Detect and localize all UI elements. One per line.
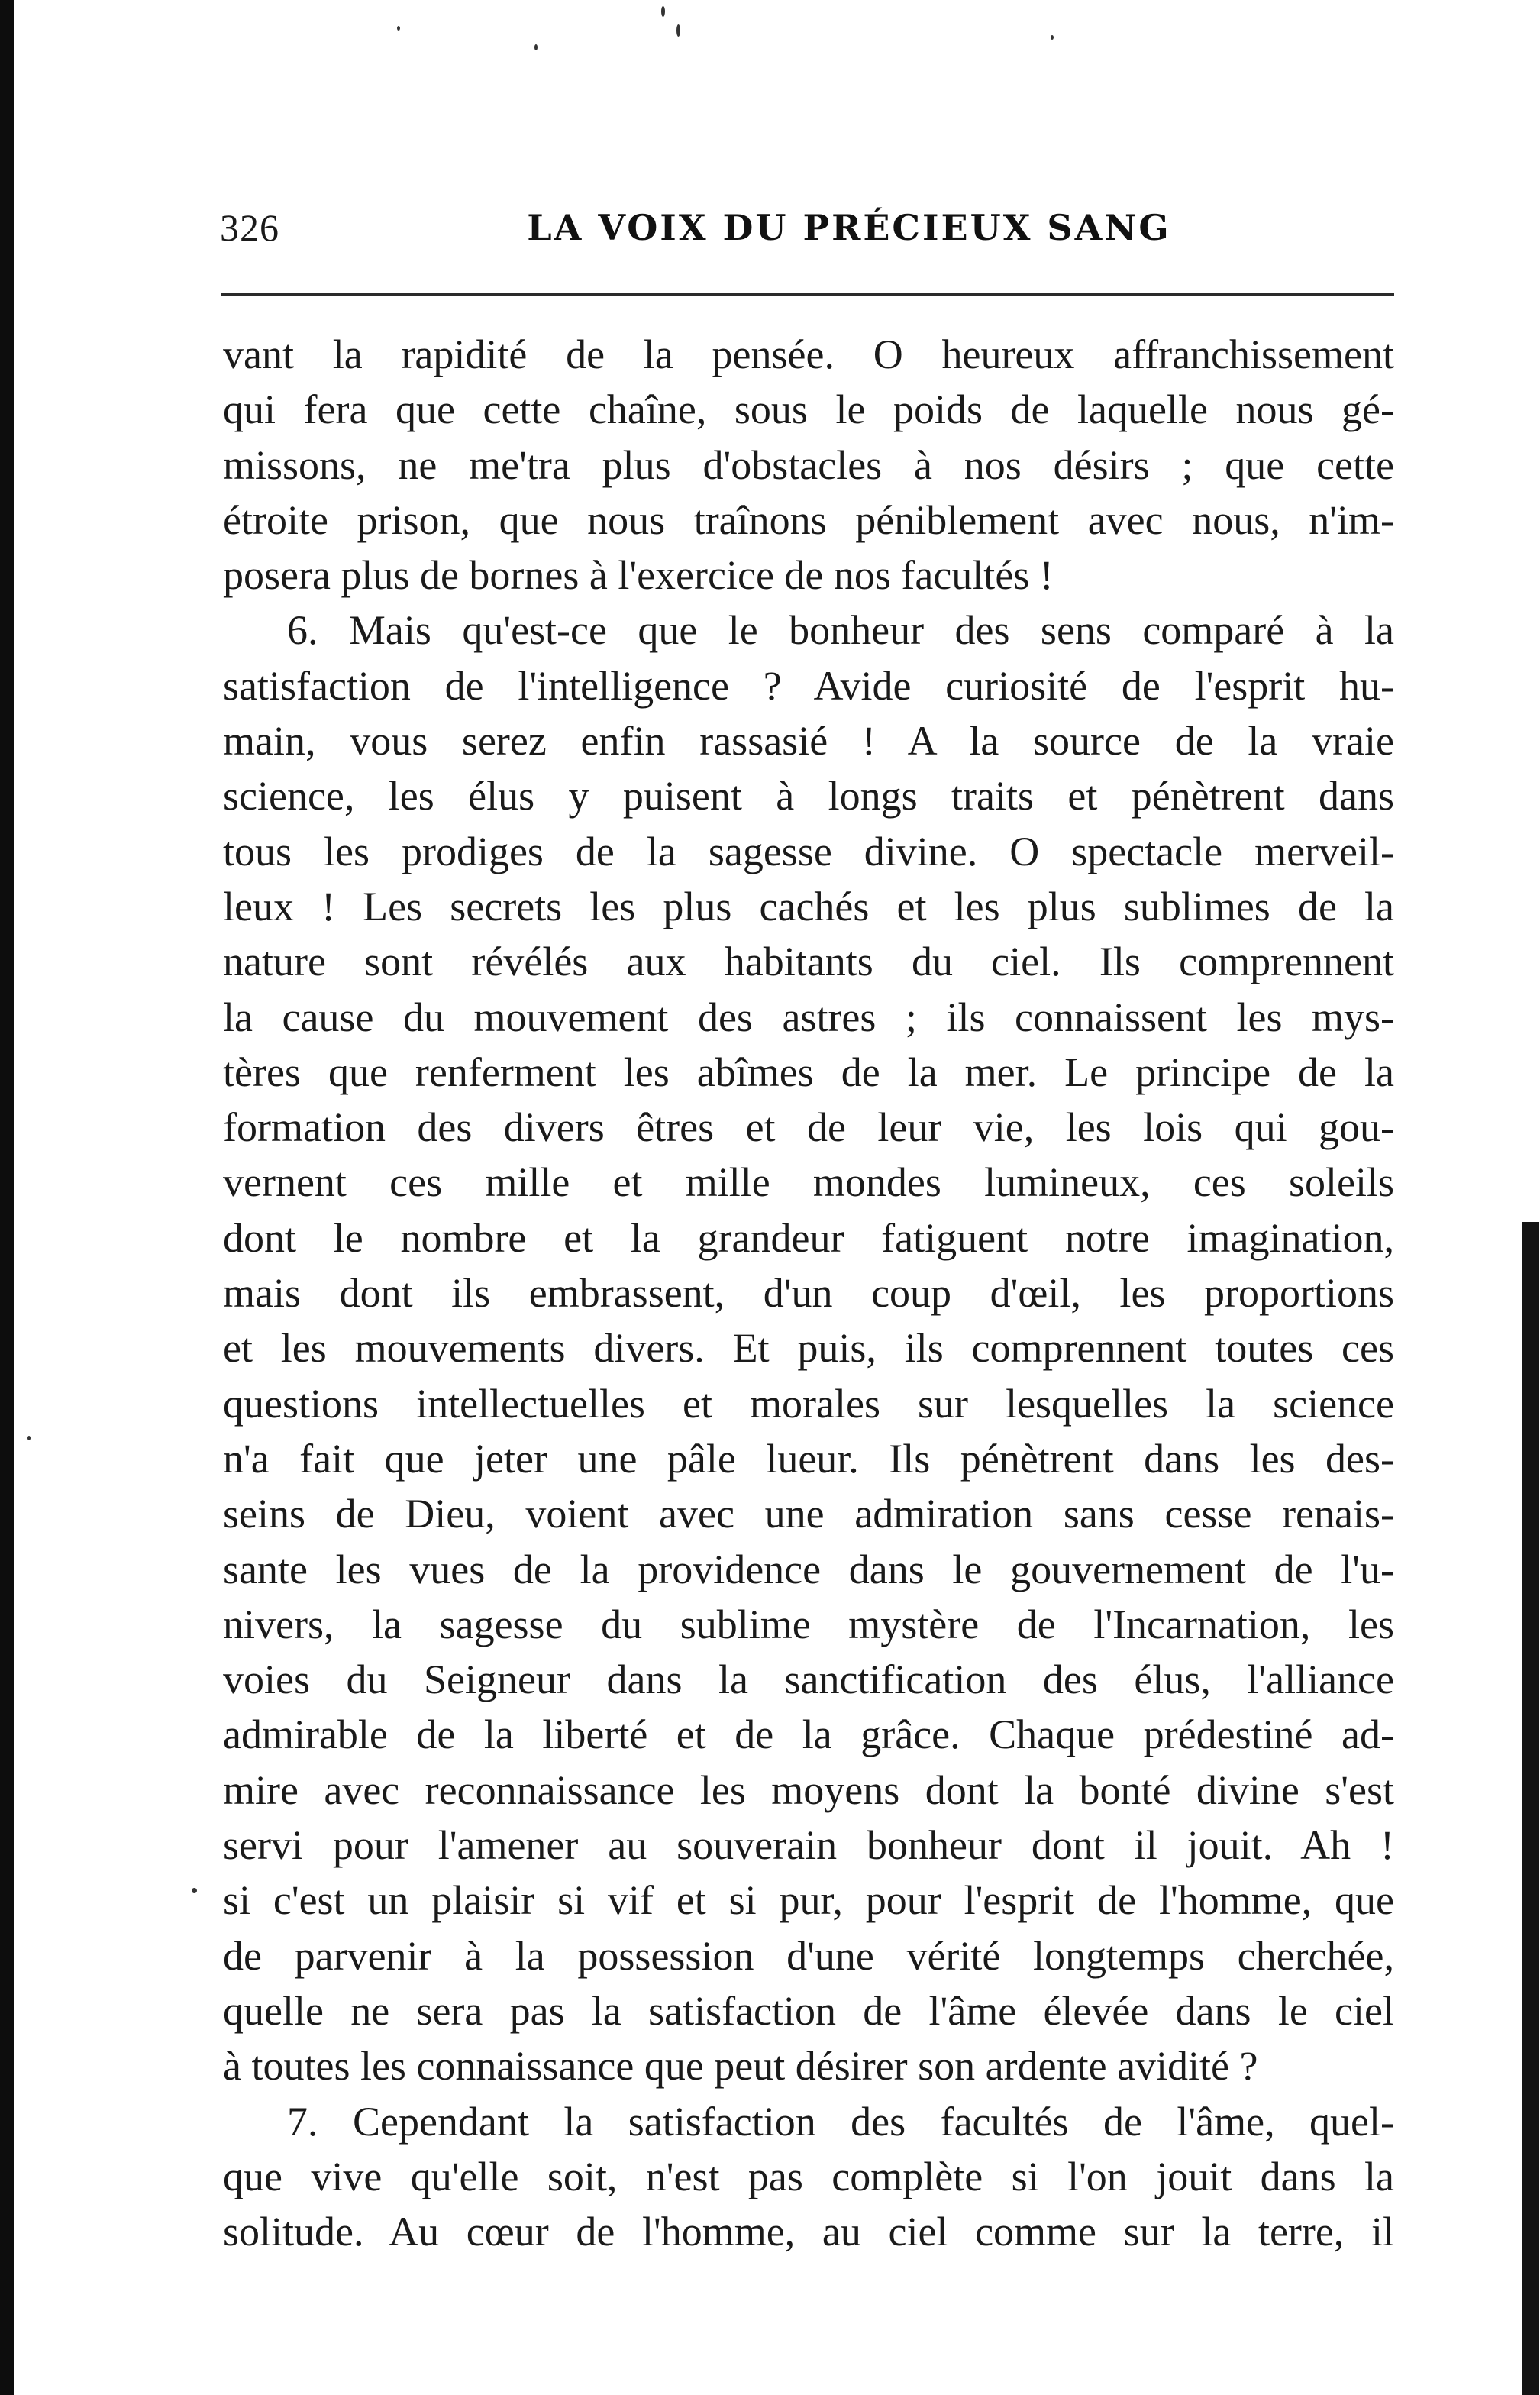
paragraph-6-start: 6. Mais qu'est-ce que le bonheur des sens comparé à la	[287, 607, 1394, 654]
text-line: nature sont révélés aux habitants du ciel. Ils comprennent	[223, 939, 1394, 985]
text-line: la cause du mouvement des astres ; ils connaissent les mys-	[223, 994, 1394, 1040]
text-line: admirable de la liberté et de la grâce. Chaque prédestiné ad-	[223, 1711, 1394, 1758]
text-line: mais dont ils embrassent, d'un coup d'œil, les proportions	[223, 1270, 1394, 1317]
text-line: à toutes les connaissance que peut désirer son ardente avidité ?	[223, 2043, 1258, 2090]
text-line: vant la rapidité de la pensée. O heureux affranchissement	[223, 331, 1394, 377]
scan-speck	[192, 1888, 197, 1893]
text-line: et les mouvements divers. Et puis, ils comprennent toutes ces	[223, 1325, 1394, 1372]
scan-speck	[27, 1436, 31, 1440]
body-text	[223, 327, 1394, 2259]
text-line: leux ! Les secrets les plus cachés et les plus sublimes de la	[223, 883, 1394, 929]
text-line: solitude. Au cœur de l'homme, au ciel comme sur la terre, il	[223, 2209, 1394, 2255]
text-line: questions intellectuelles et morales sur lesquelles la science	[223, 1380, 1394, 1427]
scan-speck	[676, 24, 680, 37]
running-head	[220, 200, 1394, 255]
text-line: n'a fait que jeter une pâle lueur. Ils pénètrent dans les des-	[223, 1435, 1394, 1482]
scan-edge-right	[1522, 1222, 1539, 2395]
text-line: étroite prison, que nous traînons péniblement avec nous, n'im-	[223, 496, 1394, 543]
text-line: tères que renferment les abîmes de la mer. Le principe de la	[223, 1049, 1394, 1095]
text-line: que vive qu'elle soit, n'est pas complète si l'on jouit dans la	[223, 2153, 1394, 2199]
text-line: posera plus de bornes à l'exercice de nos facultés !	[223, 552, 1054, 599]
text-line: quelle ne sera pas la satisfaction de l'âme élevée dans le ciel	[223, 1987, 1394, 2034]
text-line: sante les vues de la providence dans le gouvernement de l'u-	[223, 1546, 1394, 1592]
scan-speck	[1051, 35, 1054, 40]
text-line: de parvenir à la possession d'une vérité longtemps cherchée,	[223, 1932, 1394, 1979]
header-rule	[221, 293, 1394, 296]
text-line: missons, ne me'tra plus d'obstacles à nos désirs ; que cette	[223, 441, 1394, 488]
text-line: science, les élus y puisent à longs traits et pénètrent dans	[223, 773, 1394, 819]
text-line: si c'est un plaisir si vif et si pur, pour l'esprit de l'homme, que	[223, 1877, 1394, 1924]
text-line: voies du Seigneur dans la sanctification des élus, l'alliance	[223, 1656, 1394, 1703]
scan-speck	[397, 26, 400, 31]
text-line: satisfaction de l'intelligence ? Avide curiosité de l'esprit hu-	[223, 662, 1394, 709]
text-line: vernent ces mille et mille mondes lumineux, ces soleils	[223, 1159, 1394, 1206]
text-line: tous les prodiges de la sagesse divine. O spectacle merveil-	[223, 828, 1394, 874]
page-number: 326	[220, 206, 279, 249]
text-line: formation des divers êtres et de leur vie, les lois qui gou-	[223, 1104, 1394, 1151]
scan-speck	[661, 6, 665, 17]
scan-edge-left	[0, 0, 14, 2395]
text-line: dont le nombre et la grandeur fatiguent notre imagination,	[223, 1214, 1394, 1261]
paragraph-7-start: 7. Cependant la satisfaction des facultés de l'âme, quel-	[287, 2098, 1394, 2145]
text-line: main, vous serez enfin rassasié ! A la source de la vraie	[223, 718, 1394, 764]
text-line: mire avec reconnaissance les moyens dont la bonté divine s'est	[223, 1766, 1394, 1813]
text-line: qui fera que cette chaîne, sous le poids de laquelle nous gé-	[223, 386, 1394, 433]
text-line: servi pour l'amener au souverain bonheur dont il jouit. Ah !	[223, 1822, 1394, 1869]
scan-speck	[534, 44, 538, 50]
text-line: seins de Dieu, voient avec une admiration sans cesse renais-	[223, 1491, 1394, 1537]
text-line: nivers, la sagesse du sublime mystère de l'Incarnation, les	[223, 1601, 1394, 1647]
running-title: LA VOIX DU PRÉCIEUX SANG	[527, 207, 1171, 248]
